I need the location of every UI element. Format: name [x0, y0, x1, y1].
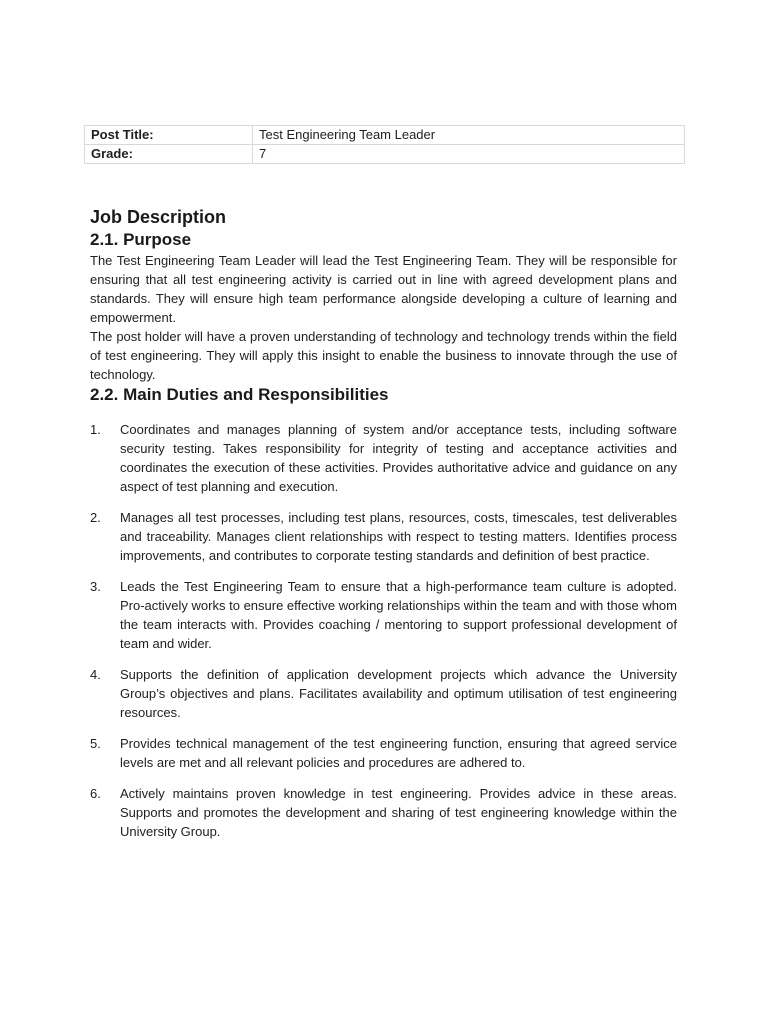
purpose-heading: 2.1. Purpose: [90, 230, 192, 249]
list-item-number: 2.: [90, 510, 101, 525]
purpose-paragraph: The post holder will have a proven understanding of technology and technology trends within the field of test engineering. They will apply this insight to enable the business to innovate through the use of technology.: [90, 329, 677, 382]
grade-label: Grade:: [85, 145, 253, 164]
purpose-paragraph: The Test Engineering Team Leader will lead the Test Engineering Team. They will be responsible for ensuring that all test engineering activity is carried out in line with agreed development plans and standards. They will ensure high team performance alongside developing a culture of learning and empowerment.: [90, 253, 677, 325]
page-title: Job Description: [90, 207, 227, 227]
list-item: [90, 784, 677, 841]
list-item-text: Supports the definition of application development projects which advance the University Group’s objectives and plans. Facilitates availability and optimum utilisation of test engineering resources.: [120, 667, 677, 720]
list-item-text: Leads the Test Engineering Team to ensure that a high-performance team culture is adopted. Pro-actively works to ensure effective working relationships within the team and with those whom the team interacts with. Provides coaching / mentoring to support professional development of team and wider.: [120, 579, 677, 651]
post-info-table: [84, 125, 685, 164]
list-item: [90, 508, 677, 565]
post-title-value: Test Engineering Team Leader: [253, 126, 685, 145]
list-item-number: 4.: [90, 667, 101, 682]
duties-list: [90, 420, 677, 841]
list-item-number: 6.: [90, 786, 101, 801]
table-row: [85, 126, 685, 145]
list-item-text: Provides technical management of the test engineering function, ensuring that agreed service levels are met and all relevant policies and procedures are adhered to.: [120, 736, 677, 770]
list-item-text: Manages all test processes, including test plans, resources, costs, timescales, test deliverables and traceability. Manages client relationships with respect to testing matters. Identifies process improvements, and contributes to corporate testing standards and definition of best practice.: [120, 510, 677, 563]
list-item-number: 3.: [90, 579, 101, 594]
duties-heading: 2.2. Main Duties and Responsibilities: [90, 385, 389, 404]
post-title-label: Post Title:: [85, 126, 253, 145]
table-row: [85, 145, 685, 164]
document-body: [90, 205, 677, 853]
list-item-number: 1.: [90, 422, 101, 437]
list-item-text: Coordinates and manages planning of system and/or acceptance tests, including software security testing. Takes responsibility for integrity of testing and acceptance activities and coordinates the execution of these activities. Provides authoritative advice and guidance on any aspect of test planning and execution.: [120, 422, 677, 494]
list-item-number: 5.: [90, 736, 101, 751]
list-item: [90, 420, 677, 496]
grade-value: 7: [253, 145, 685, 164]
list-item: [90, 734, 677, 772]
list-item: [90, 665, 677, 722]
list-item-text: Actively maintains proven knowledge in test engineering. Provides advice in these areas. Supports and promotes the development and sharing of test engineering knowledge within the University Group.: [120, 786, 677, 839]
list-item: [90, 577, 677, 653]
